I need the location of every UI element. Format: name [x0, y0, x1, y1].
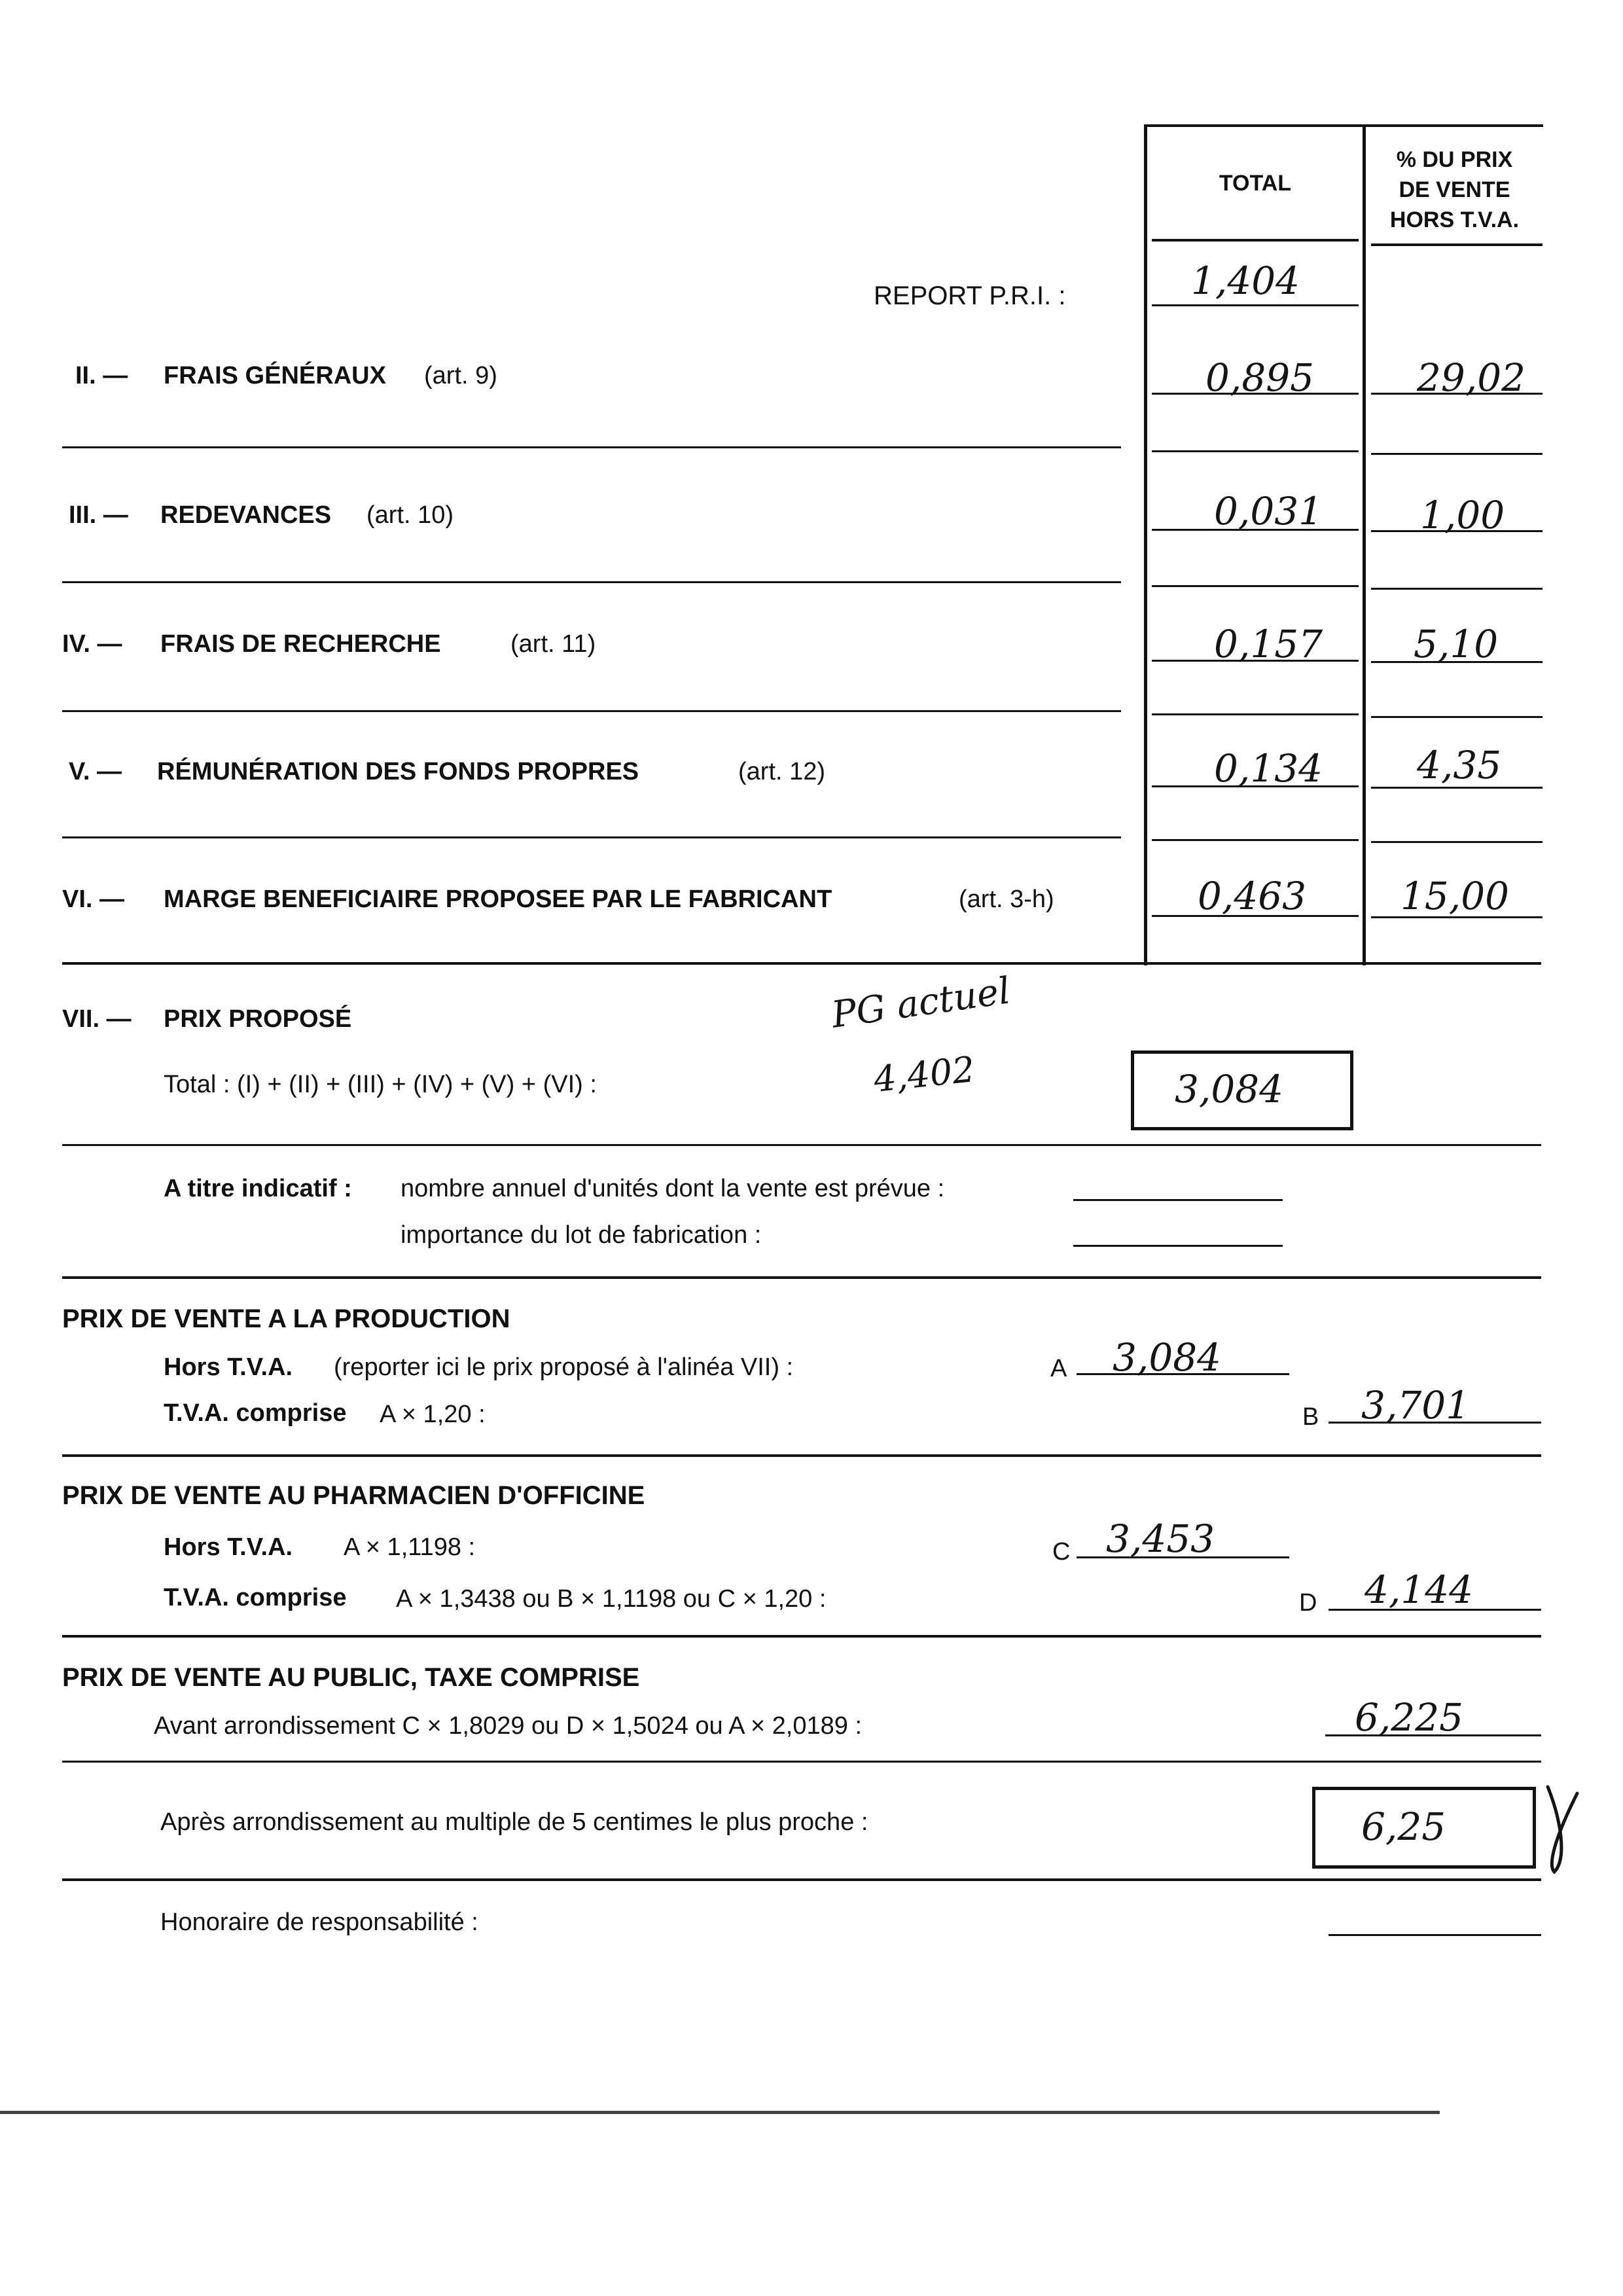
row-num-5: V. — [69, 758, 122, 785]
honoraire-blank[interactable] [1329, 1934, 1541, 1936]
public-title: PRIX DE VENTE AU PUBLIC, TAXE COMPRISE [62, 1663, 640, 1692]
row-num-3: III. — [69, 501, 128, 529]
row-separator-3-total [1152, 585, 1359, 587]
row-num-2: II. — [75, 362, 128, 389]
report-underline [1152, 304, 1359, 306]
report-pri-total: 1,404 [1191, 259, 1300, 303]
handwritten-note-pg-actuel: PG actuel [829, 969, 1013, 1037]
row-label-remuneration: RÉMUNÉRATION DES FONDS PROPRES [157, 758, 639, 785]
row-pct-5: 4,35 [1417, 743, 1502, 787]
row-pct-4: 5,10 [1414, 622, 1499, 666]
production-ht-text: (reporter ici le prix proposé à l'alinéa VII) : [334, 1354, 794, 1381]
row-separator-2-total [1152, 450, 1359, 452]
row-underline-pct-5 [1371, 787, 1543, 789]
row-separator-5 [62, 836, 1121, 838]
row-total-4: 0,157 [1214, 622, 1323, 666]
header-underline-pct [1371, 243, 1543, 246]
check-mark-icon [1541, 1780, 1587, 1878]
production-title: PRIX DE VENTE A LA PRODUCTION [62, 1304, 510, 1333]
row-art-5: (art. 12) [738, 758, 826, 785]
public-avant-value: 6,225 [1355, 1695, 1464, 1740]
row-separator-3 [62, 581, 1121, 583]
row-underline-pct-2 [1371, 393, 1543, 395]
row-pct-6: 15,00 [1400, 874, 1510, 918]
report-pri-label: REPORT P.R.I. : [874, 281, 1066, 310]
production-letter-a: A [1050, 1355, 1067, 1382]
pharmacien-ttc-line [1329, 1609, 1541, 1611]
pharmacien-ttc-text: A × 1,3438 ou B × 1,1198 ou C × 1,20 : [396, 1585, 827, 1613]
production-ttc-text: A × 1,20 : [380, 1401, 486, 1428]
row-underline-pct-4 [1371, 661, 1543, 663]
section-separator-avant [62, 1761, 1541, 1763]
row-num-4: IV. — [62, 630, 122, 658]
production-ttc-value: 3,701 [1361, 1383, 1471, 1427]
row-label-frais-recherche: FRAIS DE RECHERCHE [160, 630, 441, 658]
sheet-bottom-edge [0, 2111, 1440, 2114]
pharmacien-ht-value: 3,453 [1106, 1516, 1215, 1561]
row-separator-2-pct [1371, 453, 1543, 455]
pharmacien-ttc-value: 4,144 [1364, 1568, 1474, 1612]
column-header-total: TOTAL [1219, 171, 1292, 196]
pharmacien-ht-line [1077, 1556, 1289, 1558]
row-art-6: (art. 3-h) [959, 886, 1054, 913]
row-total-3: 0,031 [1214, 489, 1323, 533]
row-separator-5-pct [1371, 841, 1543, 843]
lot-size-blank[interactable] [1073, 1245, 1283, 1247]
annual-units-blank[interactable] [1073, 1199, 1283, 1201]
public-avant-line [1325, 1734, 1541, 1736]
production-ht-label: Hors T.V.A. [164, 1354, 293, 1381]
production-letter-b: B [1302, 1403, 1319, 1431]
row-total-5: 0,134 [1214, 746, 1323, 791]
pharmacien-letter-d: D [1299, 1589, 1317, 1617]
production-ttc-label: T.V.A. comprise [164, 1399, 347, 1427]
prix-propose-formula: Total : (I) + (II) + (III) + (IV) + (V) + (VI) : [164, 1071, 597, 1098]
total-column-right-border [1363, 124, 1366, 965]
public-avant-text: Avant arrondissement C × 1,8029 ou D × 1,5024 ou A × 2,0189 : [154, 1712, 863, 1740]
row-num-7: VII. — [62, 1005, 132, 1033]
row-separator-4-total [1152, 713, 1359, 715]
row-art-2: (art. 9) [424, 362, 497, 389]
row-separator-5-total [1152, 839, 1359, 841]
row-pct-3: 1,00 [1420, 493, 1505, 537]
row-underline-total-5 [1152, 785, 1359, 787]
prix-propose-label: PRIX PROPOSÉ [164, 1005, 352, 1033]
section-separator-apres [62, 1878, 1541, 1881]
row-label-marge: MARGE BENEFICIAIRE PROPOSEE PAR LE FABRICANT [164, 886, 832, 913]
section-separator-pharmacien [62, 1635, 1541, 1638]
row-art-3: (art. 10) [366, 501, 454, 529]
section-separator-vii [62, 1144, 1541, 1146]
row-total-2: 0,895 [1205, 355, 1315, 400]
pharmacien-title: PRIX DE VENTE AU PHARMACIEN D'OFFICINE [62, 1481, 645, 1510]
pharmacien-ttc-label: T.V.A. comprise [164, 1584, 347, 1611]
row-separator-4-pct [1371, 716, 1543, 718]
row-underline-total-2 [1152, 393, 1359, 395]
table-top-border [1144, 124, 1543, 127]
public-apres-value: 6,25 [1361, 1804, 1446, 1849]
row-num-6: VI. — [62, 886, 125, 913]
pharmacien-ht-text: A × 1,1198 : [344, 1534, 476, 1561]
pharmacien-ht-label: Hors T.V.A. [164, 1534, 293, 1561]
pharmacien-letter-c: C [1052, 1538, 1071, 1566]
production-ht-value: 3,084 [1113, 1335, 1222, 1380]
row-art-4: (art. 11) [510, 630, 596, 658]
row-pct-2: 29,02 [1417, 355, 1526, 400]
row-underline-total-6 [1152, 915, 1359, 917]
public-apres-text: Après arrondissement au multiple de 5 centimes le plus proche : [160, 1808, 868, 1836]
section-separator-vi [62, 962, 1541, 965]
indicatif-line-lot-size: importance du lot de fabrication : [401, 1221, 762, 1249]
row-underline-total-4 [1152, 660, 1359, 662]
total-column-left-border [1144, 124, 1147, 965]
row-separator-4 [62, 710, 1121, 712]
row-underline-total-3 [1152, 529, 1359, 531]
production-ttc-line [1329, 1422, 1541, 1424]
honoraire-label: Honoraire de responsabilité : [160, 1909, 478, 1936]
indicatif-line-annual-units: nombre annuel d'unités dont la vente est prévue : [401, 1175, 945, 1202]
production-ht-line [1077, 1373, 1289, 1375]
row-underline-pct-6 [1371, 916, 1543, 918]
handwritten-note-pg-value: 4,402 [872, 1049, 977, 1100]
section-separator-indicatif [62, 1276, 1541, 1279]
row-total-6: 0,463 [1198, 874, 1307, 918]
header-underline-total [1152, 239, 1359, 242]
row-label-frais-generaux: FRAIS GÉNÉRAUX [164, 362, 386, 389]
prix-propose-value: 3,084 [1175, 1067, 1284, 1111]
section-separator-production [62, 1454, 1541, 1457]
row-separator-3-pct [1371, 588, 1543, 590]
row-separator-2 [62, 446, 1121, 448]
column-header-pct: % DU PRIX DE VENTE HORS T.V.A. [1389, 147, 1520, 232]
row-underline-pct-3 [1371, 530, 1543, 532]
row-label-redevances: REDEVANCES [160, 501, 332, 529]
indicatif-label: A titre indicatif : [164, 1175, 352, 1202]
